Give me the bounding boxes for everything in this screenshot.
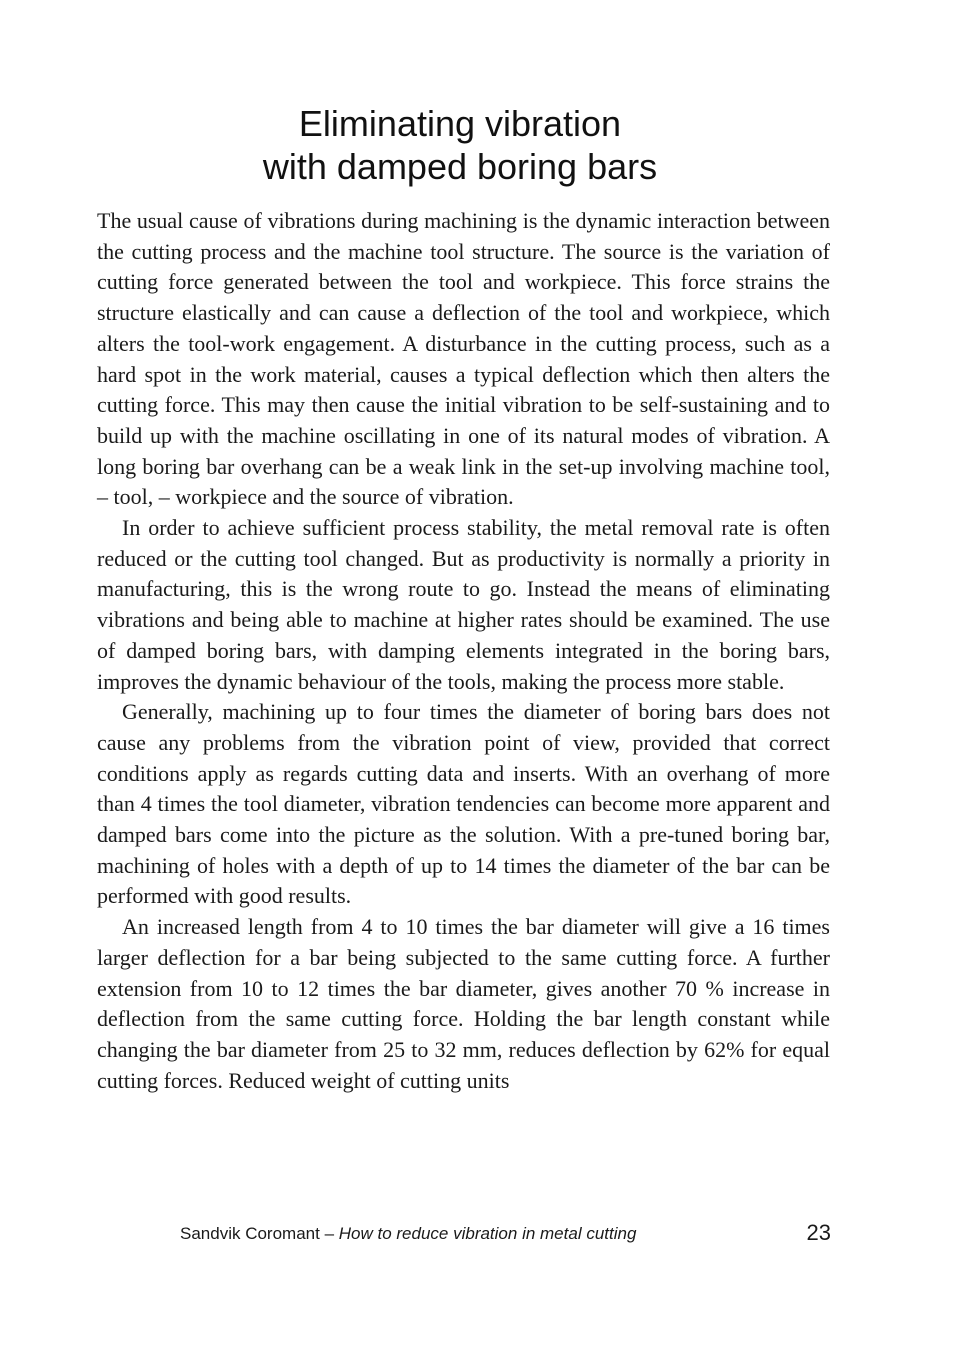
page-footer: [180, 1224, 636, 1244]
paragraph-2: In order to achieve sufficient process stability, the metal removal rate is often reduced or the cutting tool changed. But as productivity is normally a priority in manufacturing, this is the wrong route to go. Instead the means of eliminating vibrations and being able to machine at higher rates should be examined. The use of damped boring bars, with damping elements integrated in the boring bars, improves the dynamic behaviour of the tools, making the process more stable.: [97, 515, 830, 694]
footer-publication-title: How to reduce vibration in metal cutting: [338, 1224, 637, 1243]
page-title-line-2: with damped boring bars: [262, 146, 658, 187]
page-title: [100, 102, 820, 188]
body-text: [97, 206, 830, 1096]
paragraph-4: An increased length from 4 to 10 times the bar diameter will give a 16 times larger deflection for a bar being subjected to the same cutting force. A further extension from 10 to 12 times the bar diameter, gives another 70 % increase in deflection from the same cutting force. Holding the bar length constant while changing the bar diameter from 25 to 32 mm, reduces deflection by 62% for equal cutting forces. Reduced weight of cutting units: [97, 914, 830, 1093]
page-number: 23: [806, 1220, 831, 1245]
paragraph-1: The usual cause of vibrations during machining is the dynamic interaction between the cutting process and the machine tool structure. The source is the variation of cutting force generated between the tool and workpiece. This force strains the structure elastically and can cause a deflection of the tool and workpiece, which alters the tool-work engagement. A disturbance in the cutting process, such as a hard spot in the work material, causes a typical deflection which then alters the cutting force. This may then cause the initial vibration to be self-sustaining and to build up with the machine oscillating in one of its natural modes of vibration. A long boring bar overhang can be a weak link in the set-up involving machine tool, – tool, – workpiece and the source of vibration.: [97, 208, 830, 510]
paragraph-3: Generally, machining up to four times the diameter of boring bars does not cause any problems from the vibration point of view, provided that correct conditions apply as regards cutting data and inserts. With an overhang of more than 4 times the tool diameter, vibration tendencies can become more apparent and damped bars come into the picture as the solution. With a pre-tuned boring bar, machining of holes with a depth of up to 14 times the diameter of the bar can be performed with good results.: [97, 699, 830, 909]
footer-publisher: Sandvik Coromant –: [180, 1224, 339, 1243]
page-title-line-1: Eliminating vibration: [298, 103, 622, 144]
